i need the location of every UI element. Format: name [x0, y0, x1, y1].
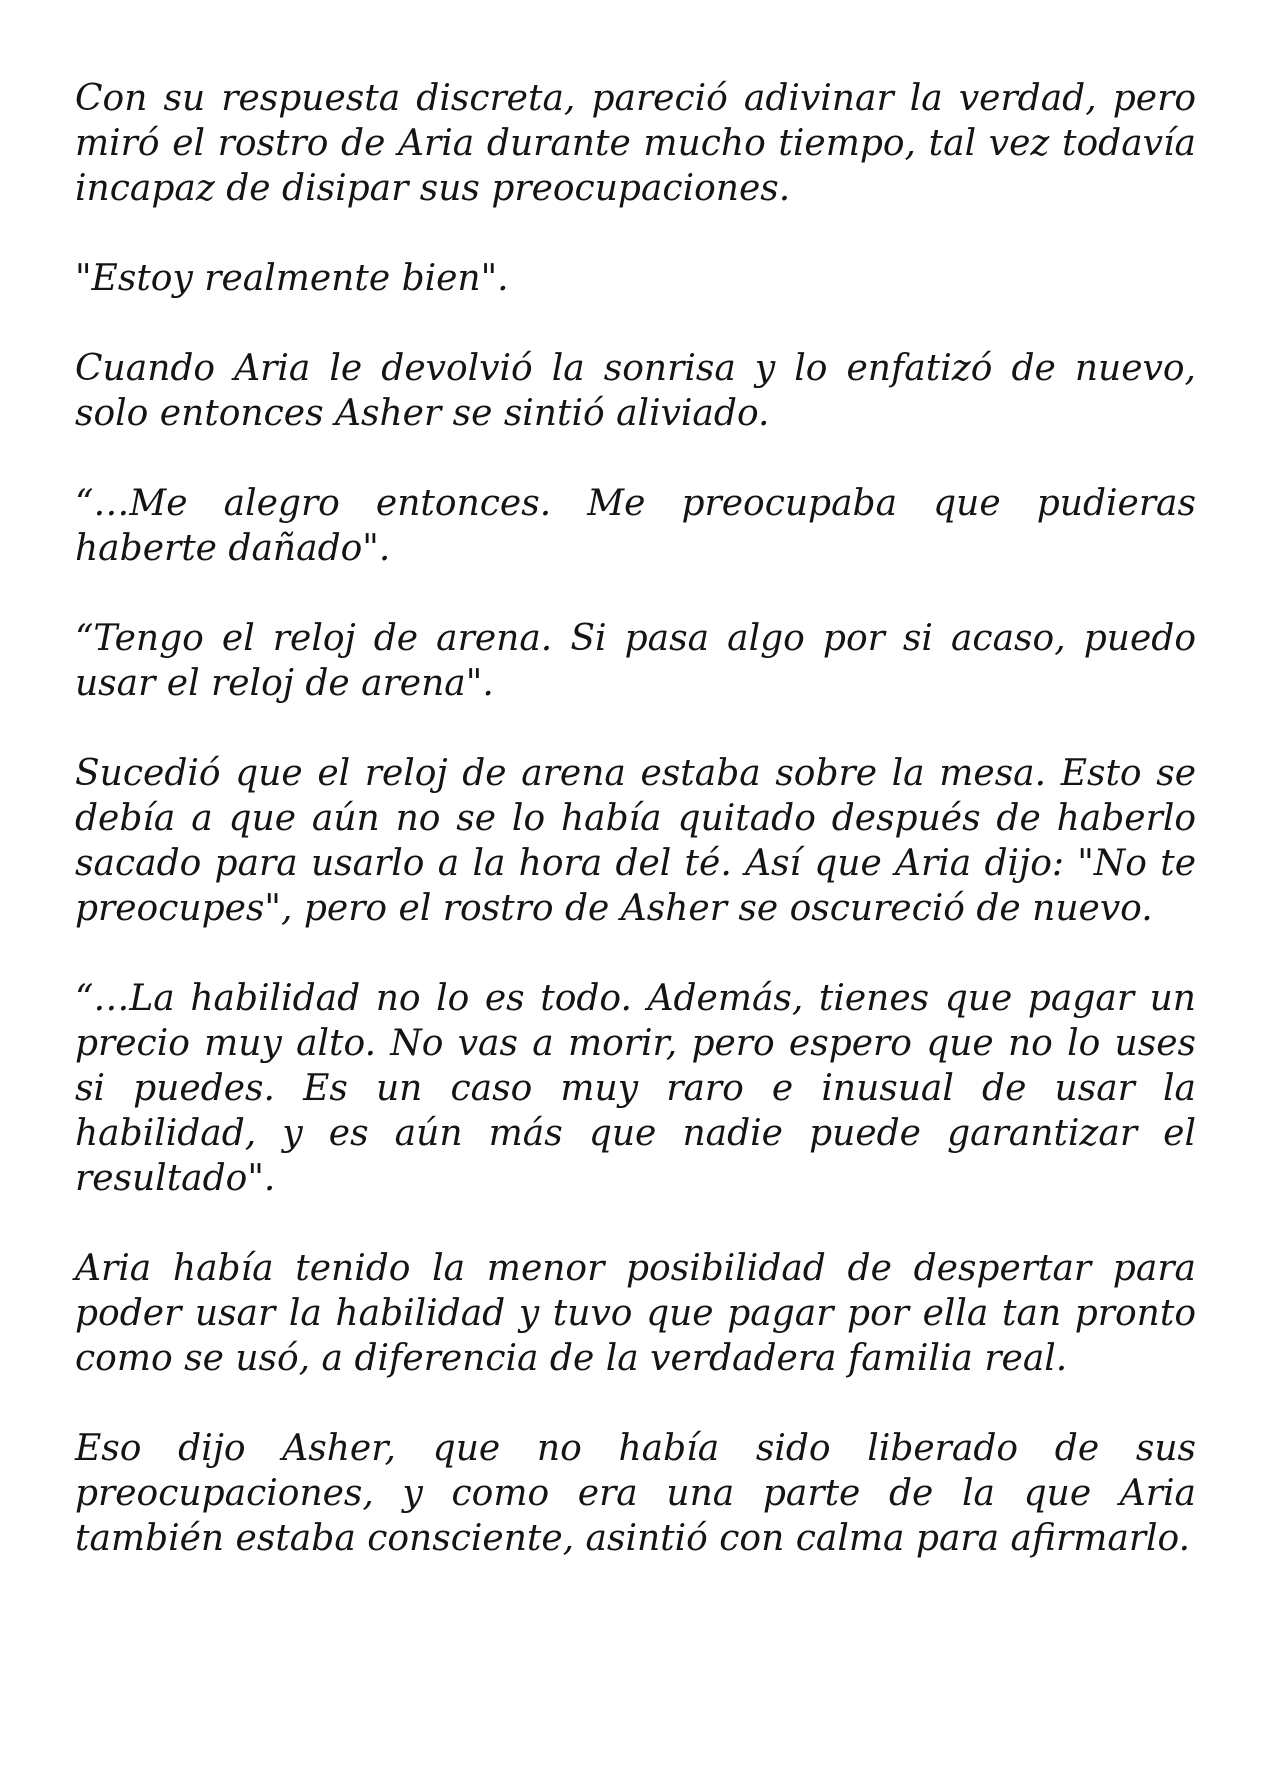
paragraph-8: Aria había tenido la menor posibilidad de despertar para poder usar la habilidad y tuvo que pagar por ella tan pronto como se usó, a diferencia de la verdadera familia real. [75, 1248, 1196, 1379]
paragraph-4: “…Me alegro entonces. Me preocupaba que pudieras haberte dañado". [75, 483, 1196, 569]
paragraph-1: Con su respuesta discreta, pareció adivinar la verdad, pero miró el rostro de Aria durante mucho tiempo, tal vez todavía incapaz de disipar sus preocupaciones. [75, 78, 1196, 209]
paragraph-2: "Estoy realmente bien". [75, 258, 509, 299]
paragraph-6: Sucedió que el reloj de arena estaba sobre la mesa. Esto se debía a que aún no se lo había quitado después de haberlo sacado para usarlo a la hora del té. Así que Aria dijo: "No te preocupes", pero el rostro de Asher se oscureció de nuevo. [75, 753, 1196, 929]
paragraph-9: Eso dijo Asher, que no había sido liberado de sus preocupaciones, y como era una parte de la que Aria también estaba consciente, asintió con calma para afirmarlo. [75, 1428, 1196, 1559]
paragraph-7: “…La habilidad no lo es todo. Además, tienes que pagar un precio muy alto. No vas a morir, pero espero que no lo uses si puedes. Es un caso muy raro e inusual de usar la habilidad, y es aún más que nadie puede garantizar el resultado". [75, 978, 1196, 1199]
paragraph-3: Cuando Aria le devolvió la sonrisa y lo enfatizó de nuevo, solo entonces Asher se sintió aliviado. [75, 348, 1196, 434]
paragraph-5: “Tengo el reloj de arena. Si pasa algo por si acaso, puedo usar el reloj de arena". [75, 618, 1196, 704]
